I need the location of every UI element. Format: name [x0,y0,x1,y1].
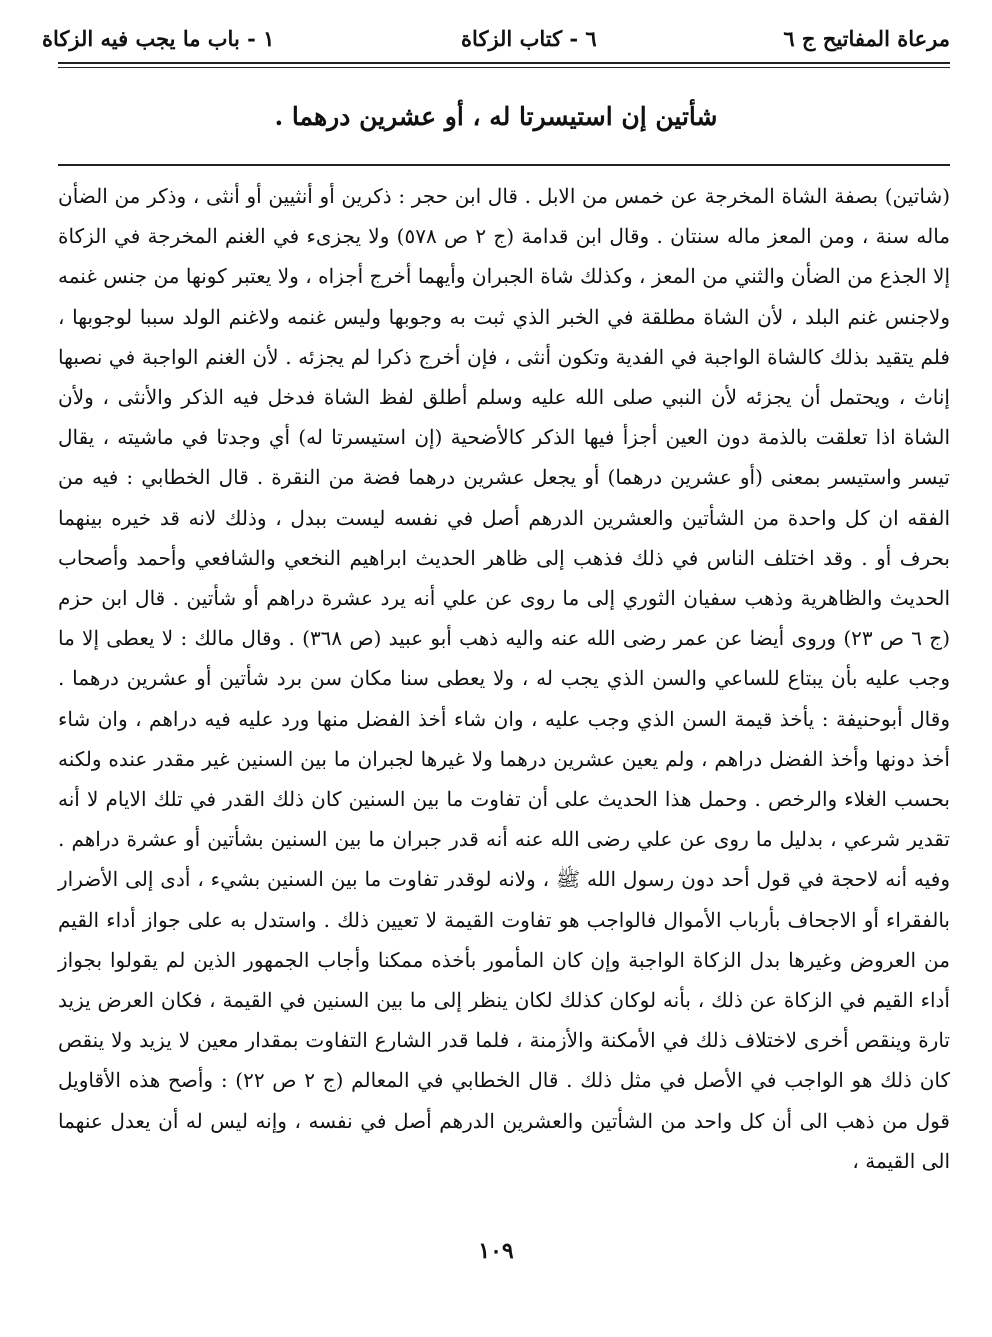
header-rule [58,62,950,64]
chapter-title: ٦ - كتاب الزكاة [461,25,597,51]
header-rule-thin [58,67,950,68]
section-title: ١ - باب ما يجب فيه الزكاة [42,25,275,51]
commentary-body [58,176,950,1181]
book-title: مرعاة المفاتيح ج ٦ [783,25,950,51]
running-header [42,22,950,54]
divider-rule [58,164,950,166]
commentary-paragraph: (شاتين) بصفة الشاة المخرجة عن خمس من الابل . قال ابن حجر : ذكرين أو أنثيين أو أنثى ، وذكر من الضأن ماله سنة ، ومن المعز ماله سنتان . وقال ابن قدامة (ج ٢ ص ٥٧٨) ولا يجزىء في الغنم المخرجة في الزكاة إلا الجذع من الضأن والثني من المعز ، وكذلك شاة الجبران وأيهما أخرج أجزاه ، ولا يعتبر كونها من جنس غنمه ولاجنس غنم البلد ، لأن الشاة مطلقة في الخبر الذي ثبت به وجوبها وليس غنمه ولاغنم الولد سببا لوجوبها ، فلم يتقيد بذلك كالشاة الواجبة في الفدية وتكون أنثى ، فإن أخرج ذكرا لم يجزئه . لأن الغنم الواجبة في نصبها إناث ، ويحتمل أن يجزئه لأن النبي صلى الله عليه وسلم أطلق لفظ الشاة فدخل فيه الذكر والأنثى ، ولأن الشاة اذا تعلقت بالذمة دون العين أجزأ فيها الذكر كالأضحية (إن استيسرتا له) أي وجدتا في ماشيته ، يقال تيسر واستيسر بمعنى (أو عشرين درهما) أو يجعل عشرين درهما فضة من النقرة . قال الخطابي : فيه من الفقه ان كل واحدة من الشأتين والعشرين الدرهم أصل في نفسه ليست ببدل ، وذلك لانه قد خيره بينهما بحرف أو . وقد اختلف الناس في ذلك فذهب إلى ظاهر الحديث ابراهيم النخعي والشافعي وأحمد وأصحاب الحديث والظاهرية وذهب سفيان الثوري إلى ما روى عن علي أنه يرد عشرة دراهم أو شأتين . قال ابن حزم (ج ٦ ص ٢٣) وروى أيضا عن عمر رضى الله عنه واليه ذهب أبو عبيد (ص ٣٦٨) . وقال مالك : لا يعطى إلا ما وجب عليه بأن يبتاع للساعي والسن الذي يجب له ، ولا يعطى سنا مكان سن برد شأتين أو عشرين درهما . وقال أبوحنيفة : يأخذ قيمة السن الذي وجب عليه ، وان شاء أخذ الفضل منها ورد عليه فيه دراهم ، وان شاء أخذ دونها وأخذ الفضل دراهم ، ولم يعين عشرين درهما ولا غيرها لجبران ما بين السنين غير مقدر عنده ولكنه بحسب الغلاء والرخص . وحمل هذا الحديث على أن تفاوت ما بين السنين كان ذلك القدر في تلك الايام لا أنه تقدير شرعي ، بدليل ما روى عن علي رضى الله عنه أنه قدر جبران ما بين السنين بشأتين أو عشرة دراهم . وفيه أنه لاحجة في قول أحد دون رسول الله ﷺ ، ولانه لوقدر تفاوت ما بين السنين بشيء ، أدى إلى الأضرار بالفقراء أو الاجحاف بأرباب الأموال فالواجب هو تفاوت القيمة لا تعيين ذلك . واستدل به على جواز أداء القيم من العروض وغيرها بدل الزكاة الواجبة وإن كان المأمور بأخذه ممكنا وأجاب الجمهور الذين لم يقولوا بجواز أداء القيم في الزكاة عن ذلك ، بأنه لوكان كذلك لكان ينظر إلى ما بين السنين في القيمة ، فكان العرض يزيد تارة وينقص أخرى لاختلاف ذلك في الأمكنة والأزمنة ، فلما قدر الشارع التفاوت بمقدار معين لا يزيد ولا ينقص كان ذلك هو الواجب في الأصل في مثل ذلك . قال الخطابي في المعالم (ج ٢ ص ٢٢) : وأصح هذه الأقاويل قول من ذهب الى أن كل واحد من الشأتين والعشرين الدرهم أصل في نفسه ، وإنه ليس له أن يعدل عنهما الى القيمة ، [58,184,951,1173]
hadith-text: شأتين إن استيسرتا له ، أو عشرين درهما . [274,102,718,131]
page-number: ١٠٩ [478,1238,514,1264]
